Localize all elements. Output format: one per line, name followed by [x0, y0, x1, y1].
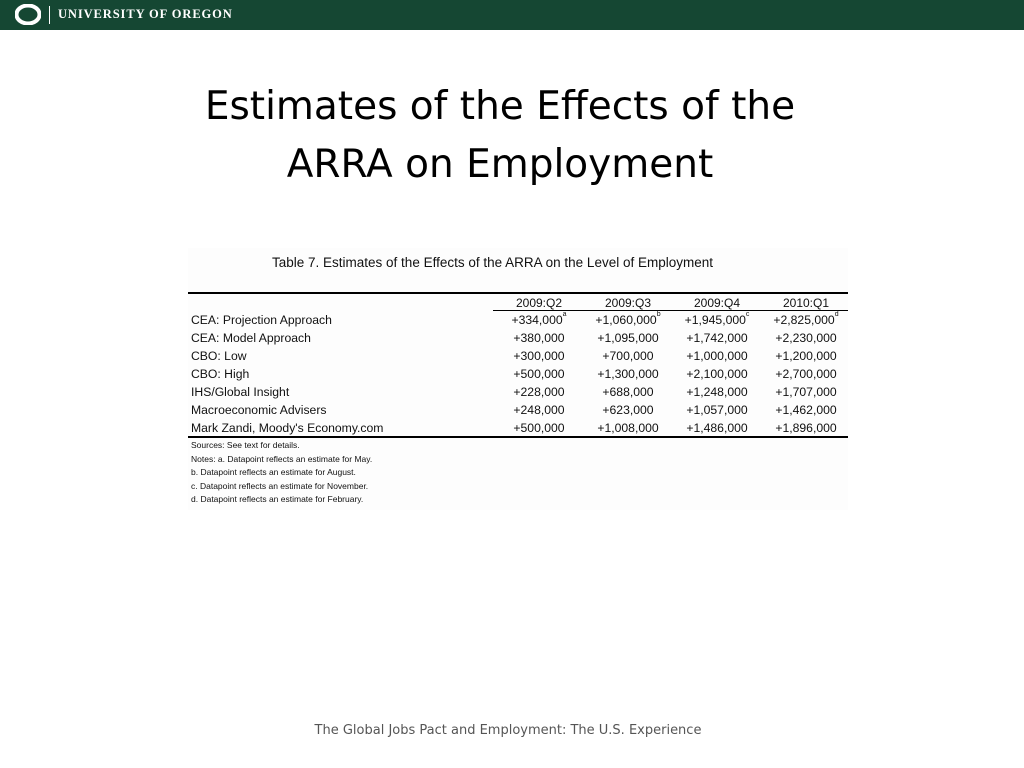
- cell-value: +1,008,000: [597, 421, 659, 435]
- table-cell: [761, 385, 851, 399]
- cell-value: +500,000: [513, 367, 565, 381]
- table-cell: [583, 367, 673, 381]
- table-cell: [494, 349, 584, 363]
- table-row: [188, 403, 848, 421]
- table-row: [188, 313, 848, 331]
- row-label: Macroeconomic Advisers: [191, 403, 327, 417]
- row-label: CBO: Low: [191, 349, 247, 363]
- table-cell: [761, 349, 851, 363]
- table-cell: [494, 367, 584, 381]
- cell-value: +623,000: [602, 403, 654, 417]
- table-cell: [672, 403, 762, 417]
- cell-value: +334,000: [511, 313, 563, 327]
- row-label: CBO: High: [191, 367, 250, 381]
- table-cell: [761, 421, 851, 435]
- table-cell: [583, 385, 673, 399]
- table-row: [188, 385, 848, 403]
- cell-value: +1,095,000: [597, 331, 659, 345]
- cell-value: +688,000: [602, 385, 654, 399]
- cell-value: +1,057,000: [686, 403, 748, 417]
- oregon-o-logo-icon: [15, 4, 41, 25]
- top-banner: [0, 0, 1024, 30]
- cell-value: +1,248,000: [686, 385, 748, 399]
- table-cell: [761, 403, 851, 417]
- cell-value: +1,000,000: [686, 349, 748, 363]
- cell-value: +2,230,000: [775, 331, 837, 345]
- cell-value: +1,462,000: [775, 403, 837, 417]
- cell-value: +1,896,000: [775, 421, 837, 435]
- table-cell: [672, 349, 762, 363]
- cell-value: +1,060,000: [595, 313, 657, 327]
- column-header: 2009:Q4: [693, 296, 741, 310]
- cell-value: +1,200,000: [775, 349, 837, 363]
- cell-value: +1,742,000: [686, 331, 748, 345]
- table-cell: [672, 367, 762, 381]
- table-cell: [672, 421, 762, 435]
- note-line: d. Datapoint reflects an estimate for February.: [191, 494, 364, 504]
- table-row: [188, 331, 848, 349]
- footnote-marker: a: [562, 311, 567, 318]
- cell-value: +2,825,000: [773, 313, 835, 327]
- table-cell: [494, 385, 584, 399]
- cell-value: +248,000: [513, 403, 565, 417]
- table-cell: [583, 331, 673, 345]
- table-cell: [494, 421, 584, 435]
- table-cell: [761, 313, 851, 327]
- table-cell: [494, 331, 584, 345]
- note-line: Sources: See text for details.: [191, 440, 300, 450]
- table-row: [188, 367, 848, 385]
- cell-value: +228,000: [513, 385, 565, 399]
- table-cell: [672, 385, 762, 399]
- table-cell: [494, 403, 584, 417]
- cell-value: +380,000: [513, 331, 565, 345]
- cell-value: +2,100,000: [686, 367, 748, 381]
- cell-value: +1,300,000: [597, 367, 659, 381]
- row-label: Mark Zandi, Moody's Economy.com: [191, 421, 384, 435]
- row-label: IHS/Global Insight: [191, 385, 290, 399]
- cell-value: +1,945,000: [684, 313, 746, 327]
- column-header: 2010:Q1: [782, 296, 830, 310]
- table-cell: [672, 313, 762, 327]
- table-caption: Table 7. Estimates of the Effects of the ARRA on the Level of Employment: [272, 255, 713, 270]
- employment-estimates-table: [188, 248, 848, 510]
- cell-value: +1,486,000: [686, 421, 748, 435]
- table-cell: [494, 313, 584, 327]
- table-row: [188, 421, 848, 439]
- table-top-rule: [188, 292, 848, 294]
- table-row: [188, 349, 848, 367]
- row-label: CEA: Model Approach: [191, 331, 311, 345]
- table-header-rule: [493, 310, 848, 311]
- slide-title: [150, 78, 850, 194]
- table-cell: [761, 367, 851, 381]
- row-label: CEA: Projection Approach: [191, 313, 332, 327]
- table-cell: [761, 331, 851, 345]
- note-line: c. Datapoint reflects an estimate for November.: [191, 480, 369, 491]
- footnote-marker: c: [745, 311, 750, 318]
- slide-footer: The Global Jobs Pact and Employment: The U.S. Experience: [314, 723, 702, 738]
- cell-value: +700,000: [602, 349, 654, 363]
- cell-value: +2,700,000: [775, 367, 837, 381]
- slide-title-line-2: ARRA on Employment: [286, 142, 714, 187]
- cell-value: +500,000: [513, 421, 565, 435]
- footnote-marker: d: [834, 311, 839, 318]
- note-line: Notes: a. Datapoint reflects an estimate for May.: [191, 453, 373, 464]
- table-notes: [191, 439, 372, 507]
- table-cell: [583, 403, 673, 417]
- table-cell: [583, 421, 673, 435]
- table-cell: [672, 331, 762, 345]
- table-cell: [583, 349, 673, 363]
- cell-value: +1,707,000: [775, 385, 837, 399]
- slide-title-line-1: Estimates of the Effects of the: [204, 84, 796, 129]
- note-line: b. Datapoint reflects an estimate for August.: [191, 467, 356, 477]
- university-name: UNIVERSITY OF OREGON: [58, 7, 233, 21]
- cell-value: +300,000: [513, 349, 565, 363]
- column-header: 2009:Q3: [604, 296, 652, 310]
- column-header: 2009:Q2: [515, 296, 563, 310]
- banner-divider: [49, 6, 50, 24]
- table-cell: [583, 313, 673, 327]
- footnote-marker: b: [656, 311, 661, 318]
